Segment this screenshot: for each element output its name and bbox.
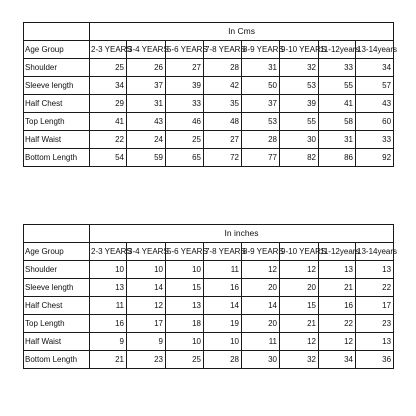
value-cell: 18 bbox=[166, 315, 204, 333]
column-header: 11-12years bbox=[319, 41, 356, 59]
value-cell: 10 bbox=[166, 261, 204, 279]
value-cell: 34 bbox=[356, 59, 394, 77]
value-cell: 13 bbox=[319, 261, 356, 279]
value-cell: 25 bbox=[166, 351, 204, 369]
value-cell: 22 bbox=[356, 279, 394, 297]
table-row bbox=[24, 351, 394, 369]
unit-title: In inches bbox=[90, 225, 394, 243]
column-header: 3-4 YEARS bbox=[127, 41, 166, 59]
column-header: 13-14years bbox=[356, 41, 394, 59]
table-row bbox=[24, 131, 394, 149]
column-header: 7-8 YEARS bbox=[204, 243, 242, 261]
value-cell: 20 bbox=[242, 279, 280, 297]
value-cell: 34 bbox=[90, 77, 127, 95]
column-header: Age Group bbox=[24, 41, 90, 59]
row-label: Bottom Length bbox=[24, 351, 90, 369]
column-header: 9-10 YEARS bbox=[280, 41, 319, 59]
value-cell: 28 bbox=[204, 59, 242, 77]
value-cell: 46 bbox=[166, 113, 204, 131]
column-header: 2-3 YEARS bbox=[90, 243, 127, 261]
table-row bbox=[24, 297, 394, 315]
value-cell: 77 bbox=[242, 149, 280, 167]
value-cell: 42 bbox=[204, 77, 242, 95]
column-header: 5-6 YEARS bbox=[166, 243, 204, 261]
value-cell: 9 bbox=[90, 333, 127, 351]
value-cell: 13 bbox=[356, 261, 394, 279]
row-label: Sleeve length bbox=[24, 279, 90, 297]
value-cell: 53 bbox=[280, 77, 319, 95]
value-cell: 16 bbox=[204, 279, 242, 297]
row-label: Bottom Length bbox=[24, 149, 90, 167]
table-row bbox=[24, 77, 394, 95]
column-header: 2-3 YEARS bbox=[90, 41, 127, 59]
value-cell: 35 bbox=[204, 95, 242, 113]
value-cell: 33 bbox=[166, 95, 204, 113]
value-cell: 15 bbox=[166, 279, 204, 297]
table-row bbox=[24, 333, 394, 351]
value-cell: 30 bbox=[280, 131, 319, 149]
value-cell: 41 bbox=[319, 95, 356, 113]
row-label: Half Chest bbox=[24, 297, 90, 315]
value-cell: 13 bbox=[356, 333, 394, 351]
blank-cell bbox=[24, 23, 90, 41]
value-cell: 86 bbox=[319, 149, 356, 167]
value-cell: 30 bbox=[242, 351, 280, 369]
value-cell: 21 bbox=[280, 315, 319, 333]
column-header: 9-10 YEARS bbox=[280, 243, 319, 261]
value-cell: 14 bbox=[127, 279, 166, 297]
value-cell: 58 bbox=[319, 113, 356, 131]
inches-size-table bbox=[23, 224, 398, 369]
value-cell: 33 bbox=[319, 59, 356, 77]
column-header: 11-12years bbox=[319, 243, 356, 261]
value-cell: 31 bbox=[127, 95, 166, 113]
value-cell: 41 bbox=[90, 113, 127, 131]
value-cell: 12 bbox=[319, 333, 356, 351]
value-cell: 92 bbox=[356, 149, 394, 167]
value-cell: 36 bbox=[356, 351, 394, 369]
header-row bbox=[24, 41, 394, 59]
value-cell: 31 bbox=[242, 59, 280, 77]
row-label: Top Length bbox=[24, 113, 90, 131]
value-cell: 34 bbox=[319, 351, 356, 369]
unit-title: In Cms bbox=[90, 23, 394, 41]
value-cell: 10 bbox=[166, 333, 204, 351]
row-label: Top Length bbox=[24, 315, 90, 333]
value-cell: 32 bbox=[280, 351, 319, 369]
unit-title-row bbox=[24, 225, 394, 243]
value-cell: 28 bbox=[242, 131, 280, 149]
value-cell: 14 bbox=[242, 297, 280, 315]
value-cell: 82 bbox=[280, 149, 319, 167]
table-row bbox=[24, 315, 394, 333]
table-row bbox=[24, 279, 394, 297]
value-cell: 17 bbox=[356, 297, 394, 315]
value-cell: 12 bbox=[127, 297, 166, 315]
value-cell: 54 bbox=[90, 149, 127, 167]
column-header: 13-14years bbox=[356, 243, 394, 261]
column-header: 3-4 YEARS bbox=[127, 243, 166, 261]
value-cell: 11 bbox=[90, 297, 127, 315]
row-label: Shoulder bbox=[24, 261, 90, 279]
value-cell: 9 bbox=[127, 333, 166, 351]
value-cell: 32 bbox=[280, 59, 319, 77]
cms-size-table bbox=[23, 22, 398, 167]
header-row bbox=[24, 243, 394, 261]
value-cell: 55 bbox=[280, 113, 319, 131]
value-cell: 55 bbox=[319, 77, 356, 95]
column-header: 8-9 YEARS bbox=[242, 243, 280, 261]
value-cell: 17 bbox=[127, 315, 166, 333]
value-cell: 16 bbox=[319, 297, 356, 315]
value-cell: 14 bbox=[204, 297, 242, 315]
value-cell: 12 bbox=[280, 261, 319, 279]
table-row bbox=[24, 149, 394, 167]
value-cell: 27 bbox=[166, 59, 204, 77]
blank-cell bbox=[24, 225, 90, 243]
value-cell: 60 bbox=[356, 113, 394, 131]
value-cell: 37 bbox=[127, 77, 166, 95]
value-cell: 12 bbox=[280, 333, 319, 351]
value-cell: 57 bbox=[356, 77, 394, 95]
value-cell: 53 bbox=[242, 113, 280, 131]
row-label: Sleeve length bbox=[24, 77, 90, 95]
column-header: 8-9 YEARS bbox=[242, 41, 280, 59]
value-cell: 26 bbox=[127, 59, 166, 77]
value-cell: 39 bbox=[166, 77, 204, 95]
value-cell: 50 bbox=[242, 77, 280, 95]
value-cell: 13 bbox=[166, 297, 204, 315]
value-cell: 59 bbox=[127, 149, 166, 167]
value-cell: 20 bbox=[280, 279, 319, 297]
value-cell: 10 bbox=[90, 261, 127, 279]
value-cell: 21 bbox=[90, 351, 127, 369]
value-cell: 72 bbox=[204, 149, 242, 167]
value-cell: 29 bbox=[90, 95, 127, 113]
column-header: Age Group bbox=[24, 243, 90, 261]
value-cell: 16 bbox=[90, 315, 127, 333]
value-cell: 12 bbox=[242, 261, 280, 279]
value-cell: 37 bbox=[242, 95, 280, 113]
value-cell: 25 bbox=[166, 131, 204, 149]
row-label: Half Waist bbox=[24, 333, 90, 351]
table-row bbox=[24, 95, 394, 113]
value-cell: 39 bbox=[280, 95, 319, 113]
value-cell: 13 bbox=[90, 279, 127, 297]
value-cell: 22 bbox=[319, 315, 356, 333]
row-label: Shoulder bbox=[24, 59, 90, 77]
table-row bbox=[24, 261, 394, 279]
table-row bbox=[24, 113, 394, 131]
value-cell: 15 bbox=[280, 297, 319, 315]
value-cell: 20 bbox=[242, 315, 280, 333]
value-cell: 10 bbox=[127, 261, 166, 279]
value-cell: 43 bbox=[127, 113, 166, 131]
value-cell: 23 bbox=[127, 351, 166, 369]
value-cell: 19 bbox=[204, 315, 242, 333]
value-cell: 25 bbox=[90, 59, 127, 77]
row-label: Half Chest bbox=[24, 95, 90, 113]
value-cell: 31 bbox=[319, 131, 356, 149]
column-header: 5-6 YEARS bbox=[166, 41, 204, 59]
value-cell: 33 bbox=[356, 131, 394, 149]
value-cell: 23 bbox=[356, 315, 394, 333]
value-cell: 28 bbox=[204, 351, 242, 369]
column-header: 7-8 YEARS bbox=[204, 41, 242, 59]
value-cell: 27 bbox=[204, 131, 242, 149]
value-cell: 10 bbox=[204, 333, 242, 351]
value-cell: 22 bbox=[90, 131, 127, 149]
unit-title-row bbox=[24, 23, 394, 41]
table-row bbox=[24, 59, 394, 77]
value-cell: 48 bbox=[204, 113, 242, 131]
value-cell: 11 bbox=[242, 333, 280, 351]
row-label: Half Waist bbox=[24, 131, 90, 149]
value-cell: 43 bbox=[356, 95, 394, 113]
value-cell: 65 bbox=[166, 149, 204, 167]
value-cell: 11 bbox=[204, 261, 242, 279]
value-cell: 21 bbox=[319, 279, 356, 297]
value-cell: 24 bbox=[127, 131, 166, 149]
